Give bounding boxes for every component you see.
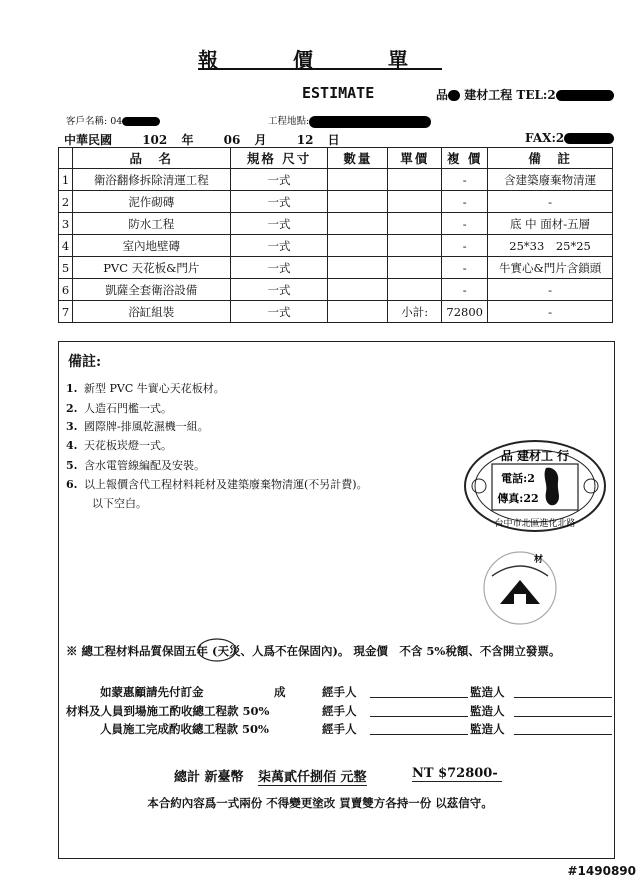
- redaction-mark: [556, 90, 614, 101]
- row-price: [388, 235, 442, 257]
- redaction-mark: [564, 133, 614, 144]
- customer-label: 客戶名稱:: [66, 116, 108, 127]
- note-number: 5.: [66, 459, 78, 472]
- row-spec: 一式: [230, 301, 328, 323]
- row-qty: [328, 169, 388, 191]
- document-title: 報 價 單: [198, 48, 442, 72]
- row-number: 5: [59, 257, 73, 279]
- header-price: 單價: [388, 148, 442, 169]
- circle-mark: [196, 636, 238, 664]
- row-qty: [328, 301, 388, 323]
- table-row: [59, 235, 613, 257]
- row-qty: [328, 213, 388, 235]
- notes-title: 備註:: [68, 354, 102, 370]
- logo-stamp-text: 材: [534, 555, 544, 565]
- table-row: [59, 169, 613, 191]
- company-tel: TEL:2: [516, 88, 556, 102]
- header-note: 備 註: [488, 148, 613, 169]
- row-price: [388, 257, 442, 279]
- header-total: 複 價: [442, 148, 488, 169]
- row-note: -: [488, 279, 613, 301]
- stamp-company: 品 建材工 行: [500, 449, 570, 463]
- company-fax: FAX:2: [525, 131, 565, 145]
- row-total: -: [442, 279, 488, 301]
- row-qty: [328, 279, 388, 301]
- row-note: 牛實心&門片含鎖頭: [488, 257, 613, 279]
- note-item: [66, 400, 172, 416]
- redaction-mark: [122, 117, 160, 126]
- row-number: 6: [59, 279, 73, 301]
- row-item-name: 泥作砌磚: [72, 191, 230, 213]
- note-number: 1.: [66, 382, 78, 395]
- row-item-name: 防水工程: [72, 213, 230, 235]
- note-text: 人造石門檻一式。: [84, 402, 172, 415]
- handler-label: 經手人: [322, 685, 357, 699]
- supervisor-label: 監造人: [470, 685, 505, 699]
- supervisor-label: 監造人: [470, 704, 505, 718]
- handler-label: 經手人: [322, 704, 357, 718]
- row-note: -: [488, 191, 613, 213]
- row-total: -: [442, 169, 488, 191]
- stamp-phone: 電話:2: [501, 472, 535, 485]
- row-qty: [328, 191, 388, 213]
- row-price: [388, 279, 442, 301]
- table-header-row: [59, 148, 613, 169]
- subtotal-label: 小計:: [388, 301, 442, 323]
- redaction-mark: [448, 90, 460, 101]
- row-price: [388, 191, 442, 213]
- row-total: -: [442, 191, 488, 213]
- row-spec: 一式: [230, 191, 328, 213]
- note-number: 2.: [66, 402, 78, 415]
- note-extra: 以下空白。: [92, 497, 147, 510]
- company-prefix: 品: [436, 88, 449, 102]
- handler-signature-line: [370, 697, 468, 698]
- subtotal-value: 72800: [442, 301, 488, 323]
- row-spec: 一式: [230, 235, 328, 257]
- row-number: 4: [59, 235, 73, 257]
- row-price: [388, 169, 442, 191]
- row-spec: 一式: [230, 169, 328, 191]
- payment-label: 如蒙惠顧請先付訂金: [100, 685, 204, 699]
- row-note: 底 中 面材-五層: [488, 213, 613, 235]
- table-row: [59, 257, 613, 279]
- handler-signature-line: [370, 734, 468, 735]
- estimate-subtitle: ESTIMATE: [302, 84, 375, 102]
- row-item-name: 室內地壁磚: [72, 235, 230, 257]
- date-line: [64, 131, 340, 148]
- row-item-name: 浴缸組裝: [72, 301, 230, 323]
- row-spec: 一式: [230, 213, 328, 235]
- site-label: 工程地點:: [268, 116, 310, 127]
- date-day-label: 日: [327, 133, 340, 147]
- row-number: 1: [59, 169, 73, 191]
- note-text: 天花板崁燈一式。: [84, 439, 172, 452]
- note-text: 新型 PVC 牛實心天花板材。: [84, 382, 225, 395]
- row-qty: [328, 257, 388, 279]
- date-month: 06: [223, 133, 241, 147]
- row-spec: 一式: [230, 257, 328, 279]
- note-text: 國際牌-排風乾濕機一組。: [84, 420, 209, 433]
- warranty-statement: ※ 總工程材料品質保固五年 (天災、人爲不在保固內)。 現金價 不含 5%稅額、不含開立發票。: [66, 644, 561, 658]
- header-name: 品 名: [72, 148, 230, 169]
- row-item-name: 衛浴翻修拆除清運工程: [72, 169, 230, 191]
- logo-stamp: [472, 546, 568, 626]
- note-number: 4.: [66, 439, 78, 452]
- row-total: -: [442, 213, 488, 235]
- row-qty: [328, 235, 388, 257]
- company-name: 建材工程: [464, 88, 513, 102]
- stamp-fax: 傳真:22: [497, 492, 539, 505]
- fax-line: [525, 131, 614, 145]
- payment-suffix: 成: [274, 685, 286, 699]
- total-label: 總計 新臺幣: [174, 770, 244, 785]
- contract-footnote: 本合約內容爲一式兩份 不得變更塗改 買賣雙方各持一份 以茲信守。: [147, 796, 493, 810]
- row-number: 2: [59, 191, 73, 213]
- supervisor-signature-line: [514, 716, 612, 717]
- table-row: [59, 279, 613, 301]
- row-number: 7: [59, 301, 73, 323]
- handler-label: 經手人: [322, 722, 357, 736]
- site-line: [268, 113, 431, 128]
- customer-value: 04: [110, 116, 123, 127]
- row-item-name: 凱薩全套衛浴設備: [72, 279, 230, 301]
- date-day: 12: [296, 133, 314, 147]
- table-row: [59, 191, 613, 213]
- total-nt-amount: NT $72800-: [412, 766, 502, 782]
- row-total: -: [442, 257, 488, 279]
- payment-label: 材料及人員到場施工酌收總工程款 50%: [66, 704, 270, 718]
- customer-line: [66, 113, 160, 127]
- header-no: [59, 148, 73, 169]
- row-spec: 一式: [230, 279, 328, 301]
- header-qty: 數量: [328, 148, 388, 169]
- supervisor-signature-line: [514, 697, 612, 698]
- document-number: #1490890: [567, 864, 636, 878]
- note-item: [66, 418, 209, 434]
- note-text: 以上報價含代工程材料耗材及建築廢棄物清運(不另計費)。: [84, 478, 368, 491]
- table-row: [59, 213, 613, 235]
- note-number: 6.: [66, 478, 78, 491]
- supervisor-label: 監造人: [470, 722, 505, 736]
- company-line: [436, 86, 614, 103]
- note-item: [66, 437, 172, 453]
- supervisor-signature-line: [514, 734, 612, 735]
- row-price: [388, 213, 442, 235]
- note-number: 3.: [66, 420, 78, 433]
- redaction-mark: [309, 116, 431, 128]
- stamp-ink-blot: [545, 468, 559, 506]
- payment-label: 人員施工完成酌收總工程款 50%: [100, 722, 269, 736]
- row-note: 25*33 25*25: [488, 235, 613, 257]
- row-item-name: PVC 天花板&門片: [72, 257, 230, 279]
- note-text: 含水電管線編配及安裝。: [84, 459, 205, 472]
- note-item: [66, 380, 225, 396]
- items-table: [58, 147, 613, 323]
- date-era: 中華民國: [64, 133, 113, 147]
- row-number: 3: [59, 213, 73, 235]
- note-item: [66, 457, 205, 473]
- row-note: -: [488, 301, 613, 323]
- note-item: [66, 476, 368, 492]
- row-note: 含建築廢棄物清運: [488, 169, 613, 191]
- table-row: [59, 301, 613, 323]
- date-month-label: 月: [254, 133, 267, 147]
- total-chinese-amount: 柒萬貳仟捌佰 元整: [258, 766, 367, 786]
- date-year-label: 年: [181, 133, 194, 147]
- row-total: -: [442, 235, 488, 257]
- handler-signature-line: [370, 716, 468, 717]
- date-year: 102: [142, 133, 168, 147]
- company-stamp: [462, 438, 608, 534]
- header-spec: 規格 尺寸: [230, 148, 328, 169]
- stamp-address: 台中市北區進化北路: [494, 519, 576, 529]
